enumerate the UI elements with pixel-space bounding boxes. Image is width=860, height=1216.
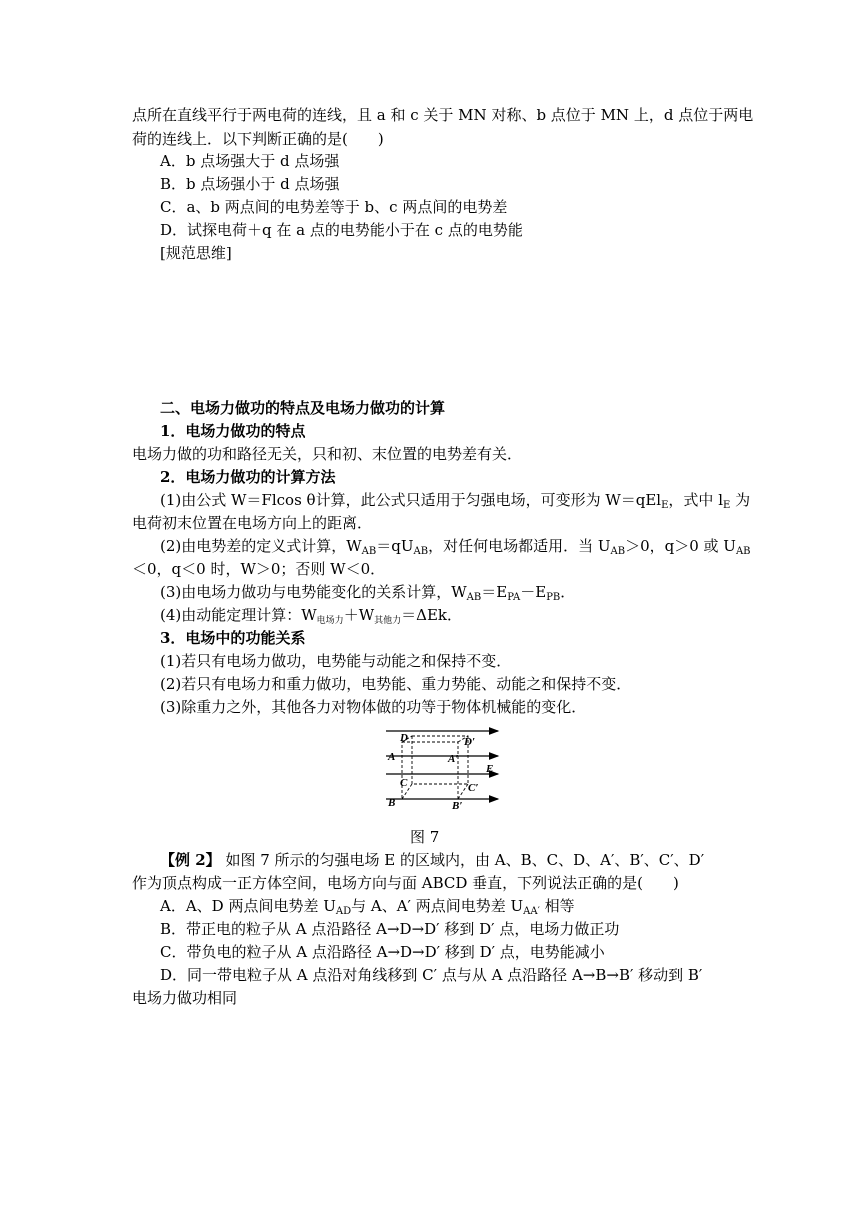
- label-d-prime: D′: [464, 736, 476, 748]
- heading-3: 3．电场中的功能关系: [160, 629, 306, 647]
- relation-3: (3)除重力之外，其他各力对物体做的功等于物体机械能的变化．: [160, 698, 587, 716]
- method-2-line-1: (2)由电势差的定义式计算，$W_{AB}=qU_{AB}$，对任何电场都适用．当 $U_{AB}>0$，q＞0 或 $U_{AB}$: [160, 537, 751, 557]
- label-a-prime: A′: [448, 753, 459, 765]
- label-c: C: [400, 777, 408, 789]
- q1-norm-thinking: [规范思维]: [160, 244, 232, 262]
- example-2-option-c: C．带负电的粒子从 A 点沿路径 A→D→D′ 移到 D′ 点，电势能减小: [160, 943, 605, 961]
- example-2-option-d-line-1: D．同一带电粒子从 A 点沿对角线移到 C′ 点与从 A 点沿路径 A→B→B′ 移动到 B′: [160, 966, 703, 984]
- label-b: B: [388, 797, 396, 809]
- method-3: (3)由电场力做功与电势能变化的关系计算，$W_{AB}=E_{PA}-E_{PB}$．: [160, 583, 576, 603]
- label-a: A: [388, 751, 396, 763]
- paragraph-1: 电场力做的功和路径无关，只和初、末位置的电势差有关．: [132, 445, 523, 463]
- q1-option-b: B．b 点场强小于 d 点场强: [160, 175, 340, 193]
- label-c-prime: C′: [468, 782, 479, 794]
- q1-option-c: C．a、b 两点间的电势差等于 b、c 两点间的电势差: [160, 198, 508, 216]
- example-2-option-b: B．带正电的粒子从 A 点沿路径 A→D→D′ 移到 D′ 点，电场力做正功: [160, 920, 620, 938]
- example-2-option-d-line-2: 电场力做功相同: [132, 989, 238, 1007]
- figure-caption: 图 7: [410, 828, 440, 846]
- relation-1: (1)若只有电场力做功，电势能与动能之和保持不变．: [160, 652, 512, 670]
- heading-2: 2．电场力做功的计算方法: [160, 468, 336, 486]
- example-2-line-1: 【例 2】 如图 7 所示的匀强电场 E 的区域内，由 A、B、C、D、A′、B′、C′、D′: [160, 851, 705, 869]
- label-e: E: [486, 763, 494, 775]
- label-d: D: [400, 732, 408, 744]
- q1-line-2: 荷的连线上．以下判断正确的是( ): [132, 130, 384, 148]
- method-1-line-1: (1)由公式 W＝Flcos θ计算，此公式只适用于匀强电场，可变形为 W＝qEl$_E$，式中 $l_E$ 为: [160, 491, 751, 511]
- q1-option-a: A．b 点场强大于 d 点场强: [160, 152, 340, 170]
- label-b-prime: B′: [452, 800, 463, 812]
- q1-line-1: 点所在直线平行于两电荷的连线，且 a 和 c 关于 MN 对称、b 点位于 MN 上，d 点位于两电: [132, 106, 754, 124]
- method-1-line-2: 电荷初末位置在电场方向上的距离．: [132, 514, 373, 532]
- cube-edges: [402, 736, 468, 799]
- section-title: 二、电场力做功的特点及电场力做功的计算: [160, 399, 446, 417]
- cube-field-diagram: [380, 726, 510, 812]
- relation-2: (2)若只有电场力和重力做功，电势能、重力势能、动能之和保持不变．: [160, 675, 632, 693]
- example-2-line-2: 作为顶点构成一正方体空间，电场方向与面 ABCD 垂直，下列说法正确的是( ): [132, 874, 679, 892]
- method-2-line-2: ＜0，q＜0 时，W＞0；否则 W＜0．: [132, 560, 386, 578]
- heading-1: 1．电场力做功的特点: [160, 422, 306, 440]
- method-4: (4)由动能定理计算：$W_{电场力}+W_{其他力}=\Delta Ek$．: [160, 606, 462, 626]
- example-2-option-a: A．A、D 两点间电势差 $U_{AD}$与 A、A′ 两点间电势差 $U_{AA'}$ 相等: [160, 897, 575, 917]
- q1-option-d: D．试探电荷＋q 在 a 点的电势能小于在 c 点的电势能: [160, 221, 523, 239]
